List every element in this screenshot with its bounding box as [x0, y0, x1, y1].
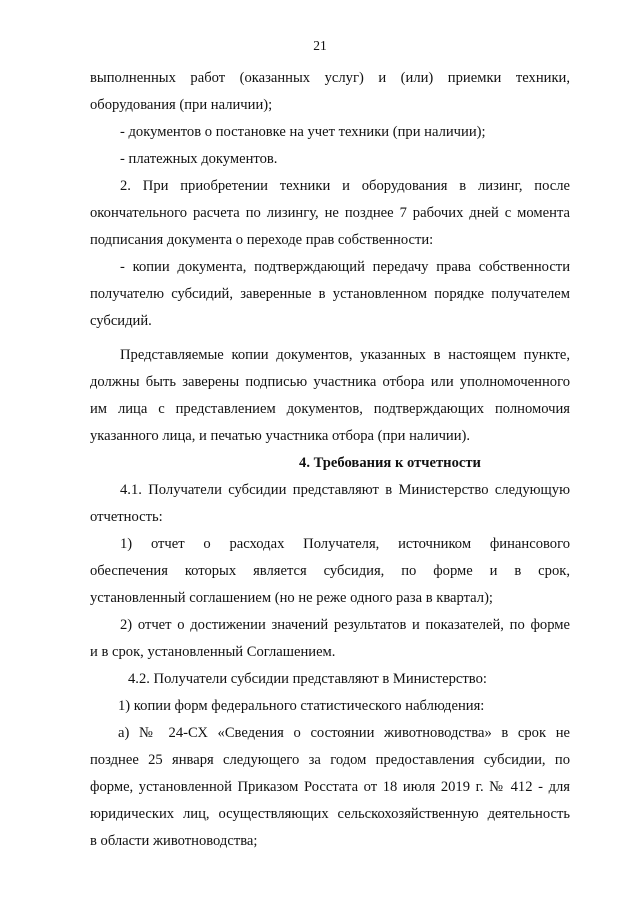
text-line: и в срок, установленный Соглашением. [90, 644, 336, 660]
text-line: указанного лица, и печатью участника отбора (при наличии). [90, 428, 471, 444]
text-line: в области животноводства; [90, 833, 258, 849]
section-heading: 4. Требования к отчетности [299, 455, 481, 471]
list-item: 2) отчет о достижении значений результатов и показателей, по форме [120, 617, 570, 633]
text-line: субсидий. [90, 313, 152, 329]
text-line: 4.2. Получатели субсидии представляют в Министерство: [128, 671, 487, 687]
text-line: Представляемые копии документов, указанных в настоящем пункте, [120, 347, 570, 363]
text-line: подписания документа о переходе прав собственности: [90, 232, 434, 248]
text-line: позднее 25 января следующего за годом предоставления субсидии, по [90, 752, 570, 768]
text-line: окончательного расчета по лизингу, не позднее 7 рабочих дней с момента [90, 205, 570, 221]
list-item: 1) копии форм федерального статистического наблюдения: [118, 698, 485, 714]
text-line: установленный соглашением (но не реже одного раза в квартал); [90, 590, 493, 606]
document-body [90, 65, 570, 855]
text-line: форме, установленной Приказом Росстата от 18 июля 2019 г. № 412 - для [90, 779, 570, 795]
text-line: обеспечения которых является субсидия, по форме и в срок, [90, 563, 570, 579]
text-line: выполненных работ (оказанных услуг) и (или) приемки техники, [90, 70, 570, 86]
text-line: получателю субсидий, заверенные в установленном порядке получателем [90, 286, 570, 302]
text-line: им лица с представлением документов, подтверждающих полномочия [90, 401, 570, 417]
text-line: юридических лиц, осуществляющих сельскохозяйственную деятельность [90, 806, 570, 822]
list-item: - копии документа, подтверждающий передачу права собственности [120, 259, 570, 275]
page-number: 21 [313, 38, 327, 53]
list-item: - документов о постановке на учет техники (при наличии); [120, 124, 486, 140]
text-line: отчетность: [90, 509, 163, 525]
list-item: а) № 24-СХ «Сведения о состоянии животноводства» в срок не [118, 725, 570, 741]
text-line: должны быть заверены подписью участника отбора или уполномоченного [90, 374, 570, 390]
text-line: 4.1. Получатели субсидии представляют в Министерство следующую [120, 482, 570, 498]
list-item: 1) отчет о расходах Получателя, источником финансового [120, 536, 570, 552]
list-item: - платежных документов. [120, 151, 278, 167]
text-line: 2. При приобретении техники и оборудования в лизинг, после [120, 178, 570, 194]
text-line: оборудования (при наличии); [90, 97, 273, 113]
